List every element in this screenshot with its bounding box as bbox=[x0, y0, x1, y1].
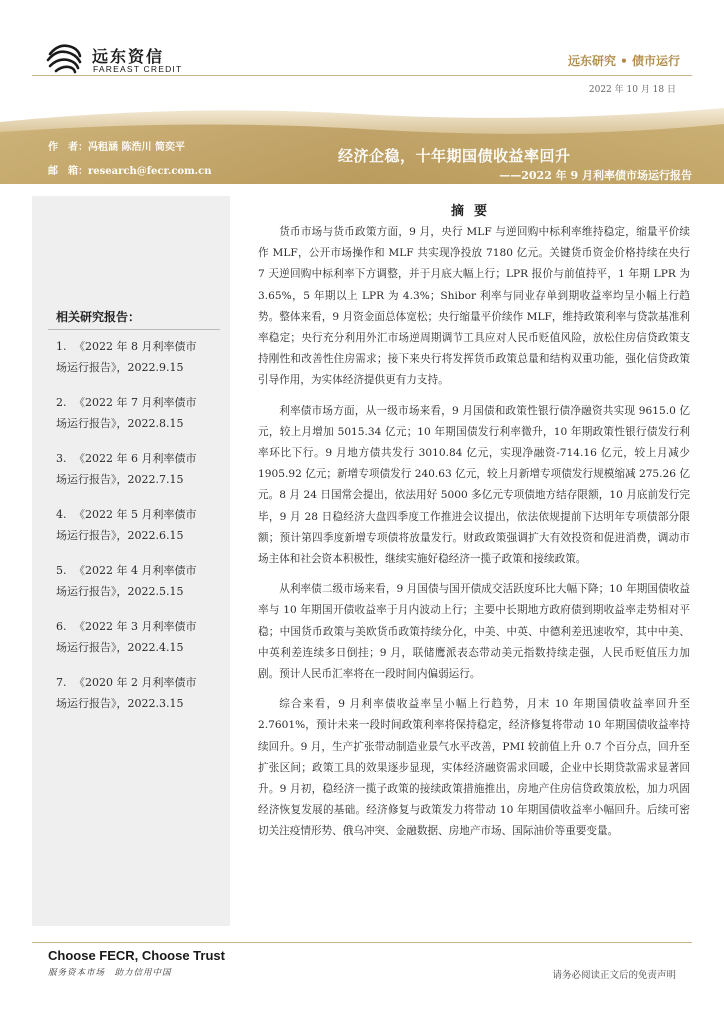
logo-chinese-name: 远东资信 bbox=[92, 47, 165, 66]
abstract-paragraph-secondary-market: 从利率债二级市场来看，9 月国债与国开债成交活跃度环比大幅下降；10 年期国债收益率与 10 年期国开债收益率于月内波动上行；主要中长期地方政府债到期收益率走势相对平稳；中国货币政策与美欧货币政策持续分化，中美、中英、中德利差迅速收窄，其中中美、中英利差连续多日倒挂；9 月，联储鹰派表态带动美元指数持续走强，人民币贬值压力加剧。预计人民币汇率将在一段时间内偏弱运行。 bbox=[258, 583, 690, 681]
sidebar-divider bbox=[48, 329, 220, 330]
related-report-title-cont: 场运行报告》，2022.8.15 bbox=[56, 417, 184, 430]
header-divider bbox=[32, 75, 692, 76]
authors: 作 者：冯租涵 陈浩川 简奕平 bbox=[48, 142, 185, 153]
related-report-title: 《2022 年 4 月利率债市 bbox=[74, 564, 197, 577]
fecr-logo bbox=[42, 40, 192, 76]
related-reports-list bbox=[56, 336, 226, 728]
related-report-number: 1. bbox=[56, 340, 67, 353]
sidebar bbox=[32, 196, 230, 926]
related-report-number: 5. bbox=[56, 564, 67, 577]
logo-english-name: FAREAST CREDIT bbox=[93, 64, 183, 74]
related-report-title-cont: 场运行报告》，2022.6.15 bbox=[56, 529, 184, 542]
abstract-heading: 摘要 bbox=[450, 204, 497, 219]
related-report-item[interactable] bbox=[56, 504, 226, 560]
related-report-title: 《2022 年 6 月利率债市 bbox=[74, 452, 197, 465]
footer-tagline: 服务资本市场 助力信用中国 bbox=[48, 968, 172, 978]
related-report-number: 2. bbox=[56, 396, 67, 409]
related-report-item[interactable] bbox=[56, 336, 226, 392]
related-report-title-cont: 场运行报告》，2022.9.15 bbox=[56, 361, 184, 374]
title-banner bbox=[0, 100, 724, 184]
disclaimer-notice[interactable]: 请务必阅读正文后的免责声明 bbox=[552, 970, 676, 981]
fecr-logo-icon bbox=[42, 40, 88, 76]
page-header bbox=[0, 0, 724, 100]
related-report-title-cont: 场运行报告》，2022.3.15 bbox=[56, 697, 184, 710]
related-report-number: 4. bbox=[56, 508, 67, 521]
related-report-item[interactable] bbox=[56, 616, 226, 672]
abstract-paragraph-monetary: 货币市场与货币政策方面，9 月，央行 MLF 与逆回购中标利率维持稳定，缩量平价续作 MLF，公开市场操作和 MLF 共实现净投放 7180 亿元。关键货币资金价格持续在央行 7 天逆回购中标利率下方调整，并于月底大幅上行；LPR 报价与前值持平，1 年期 LPR 为 3.65%，5 年期以上 LPR 为 4.3%；Shibor 利率与同业存单到期收益率均呈小幅上行趋势。整体来看，9 月资金面总体宽松；央行缩量平价续作 MLF，维持政策利率与贷款基准利率稳定；央行充分利用外汇市场逆周期调节工具应对人民币贬值风险，放松住房信贷政策支持刚性和改善性住房需求；接下来央行将发挥货币政策总量和结构双重功能，强化信贷政策引导作用，为实体经济提供更有力支持。 bbox=[258, 226, 690, 387]
related-report-title-cont: 场运行报告》，2022.4.15 bbox=[56, 641, 184, 654]
related-report-number: 3. bbox=[56, 452, 67, 465]
abstract-paragraph-primary-market: 利率债市场方面，从一级市场来看，9 月国债和政策性银行债净融资共实现 9615.0 亿元，较上月增加 5015.34 亿元；10 年期国债发行利率微升，10 年期政策性银行债发行利率环比下行。9 月地方债共发行 3010.84 亿元，实现净融资-714.16 亿元，较上月减少 1905.92 亿元；新增专项债发行 240.63 亿元，较上月新增专项债发行规模缩减 275.26 亿元。8 月 24 日国常会提出，依法用好 5000 多亿元专项债地方结存限额，10 月底前发行完毕，9 月 28 日稳经济大盘四季度工作推进会议提出，依法依规提前下达明年专项债部分限额；预计第四季度新增专项债将放量发行。财政政策强调扩大有效投资和促进消费，调动市场主体和社会资本积极性，继续实施好稳经济一揽子政策和接续政策。 bbox=[258, 404, 690, 566]
report-title: 经济企稳，十年期国债收益率回升 bbox=[338, 147, 571, 165]
related-report-item[interactable] bbox=[56, 672, 226, 728]
related-report-title: 《2020 年 2 月利率债市 bbox=[74, 676, 197, 689]
related-report-title: 《2022 年 3 月利率债市 bbox=[74, 620, 197, 633]
report-series: 远东研究 • 债市运行 bbox=[567, 54, 680, 68]
related-report-title: 《2022 年 7 月利率债市 bbox=[74, 396, 197, 409]
related-report-number: 7. bbox=[56, 676, 67, 689]
related-report-title: 《2022 年 8 月利率债市 bbox=[74, 340, 197, 353]
abstract-paragraph-summary: 综合来看，9 月利率债收益率呈小幅上行趋势，月末 10 年期国债收益率回升至 2.7601%，预计未来一段时间政策利率将保持稳定，经济修复将带动 10 年期国债收益率持续回升。9 月，生产扩张带动制造业景气水平改善，PMI 较前值上升 0.7 个百分点，回升至扩张区间；政策工具的效果逐步显现，实体经济融资需求回暖，企业中长期贷款需求显著回升。9 月初，稳经济一揽子政策的接续政策措施推出，房地产住房信贷政策放松，加力巩固经济恢复发展的基础。经济修复与政策发力将带动 10 年期国债收益率小幅回升。后续可密切关注疫情形势、俄乌冲突、金融数据、房地产市场、国际油价等重要变量。 bbox=[258, 698, 690, 838]
abstract-section bbox=[258, 202, 690, 852]
contact-email: 邮 箱：research@fecr.com.cn bbox=[48, 166, 212, 177]
related-report-item[interactable] bbox=[56, 448, 226, 504]
related-report-title-cont: 场运行报告》，2022.5.15 bbox=[56, 585, 184, 598]
report-subtitle: ——2022 年 9 月利率债市场运行报告 bbox=[499, 169, 692, 182]
related-report-item[interactable] bbox=[56, 560, 226, 616]
footer-divider bbox=[32, 942, 692, 943]
report-date: 2022 年 10 月 18 日 bbox=[588, 85, 676, 95]
related-reports-heading: 相关研究报告： bbox=[56, 310, 141, 324]
related-report-number: 6. bbox=[56, 620, 67, 633]
related-report-title: 《2022 年 5 月利率债市 bbox=[74, 508, 197, 521]
related-report-item[interactable] bbox=[56, 392, 226, 448]
footer-slogan: Choose FECR, Choose Trust bbox=[48, 948, 225, 963]
related-report-title-cont: 场运行报告》，2022.7.15 bbox=[56, 473, 184, 486]
